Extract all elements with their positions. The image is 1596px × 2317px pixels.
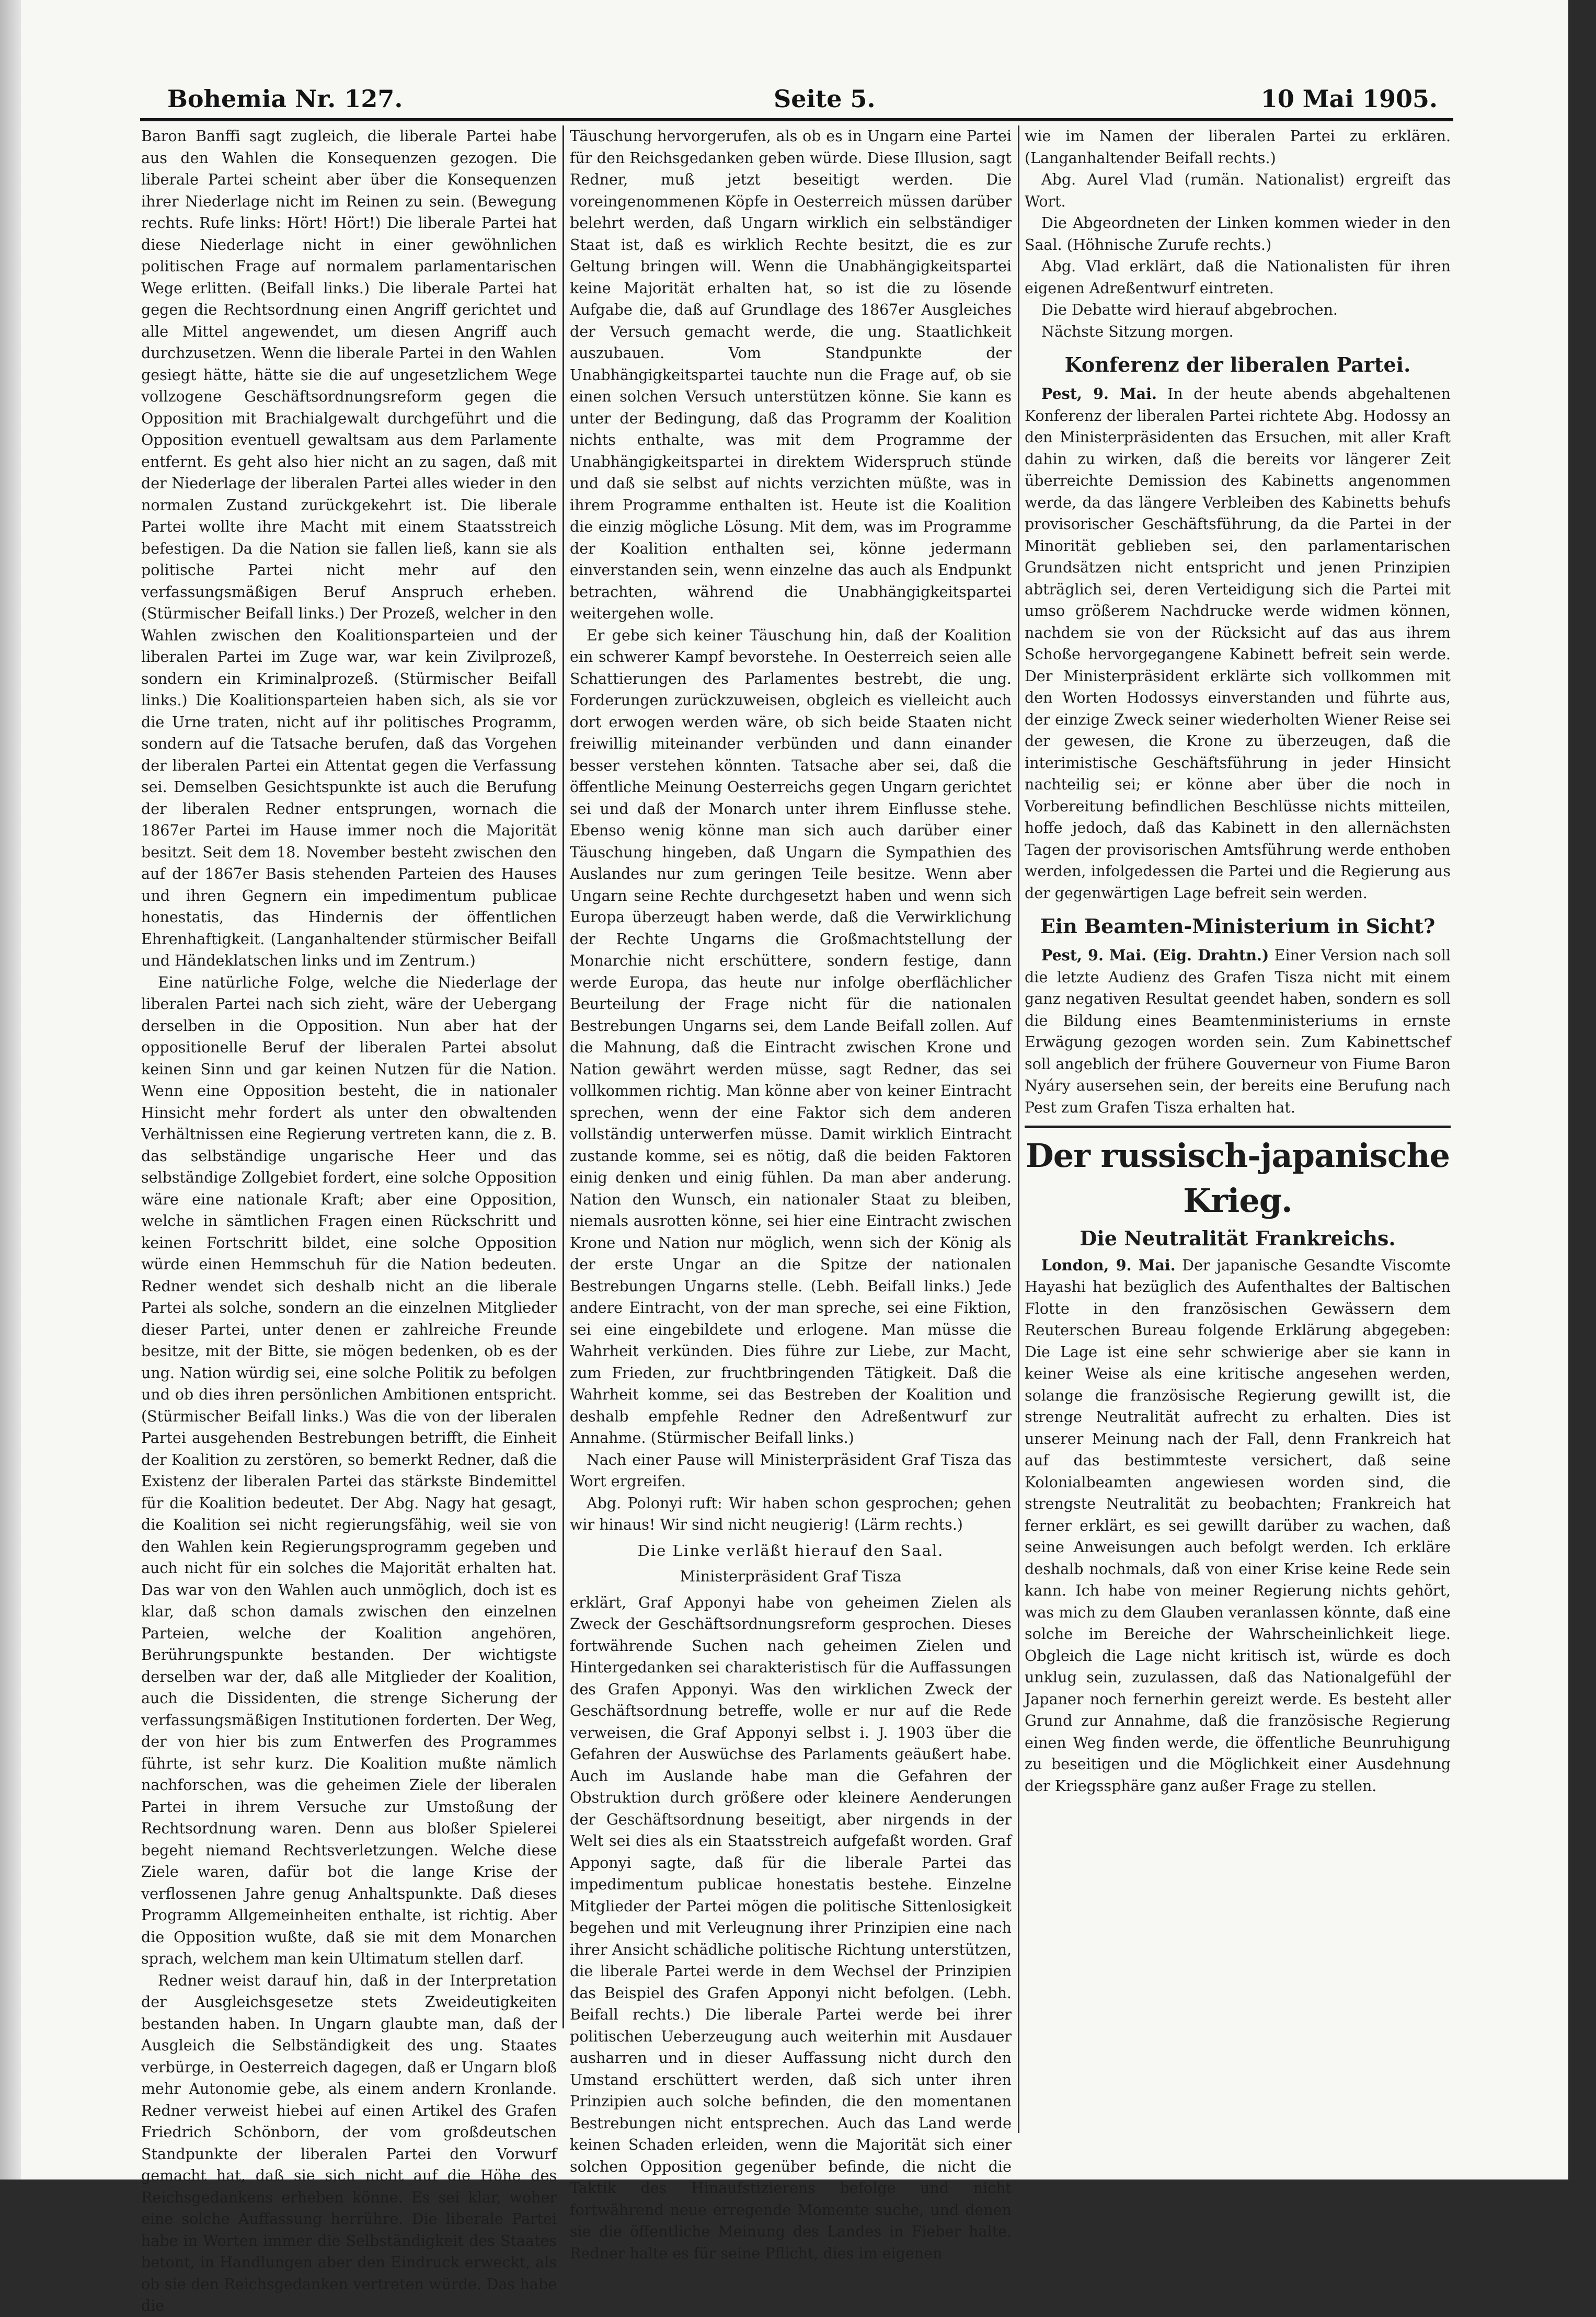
war-text: Der japanische Gesandte Viscomte Hayashi hat bezüglich des Aufenthaltes der Baltischen Flotte in den französischen Gewässern dem Reuterschen Bureau folgende Erklärung abgegeben: Die Lage ist eine sehr schwierige aber sie kann in keiner Weise als eine kritische angesehen werden, solange die französische Regierung gewillt ist, die strenge Neutralität aufrecht zu erhalten. Dies ist unserer Meinung nach der Fall, denn Frankreich hat auf das bestimmteste versichert, daß seine Kolonialbeamten angewiesen worden sind, die strengste Neutralität zu beobachten; Frankreich hat ferner erklärt, es sei gewillt darüber zu wachen, daß seine Anweisungen auch befolgt werden. Ich erkläre deshalb nochmals, daß von einer Krise keine Rede sein kann. Ich habe von meiner Regierung nichts gehört, was mich zu dem Glauben veranlassen könnte, daß eine solche im Bereiche der Wahrscheinlichkeit liege. Obgleich die Lage nicht kritisch ist, würde es doch unklug sein, zuzulassen, daß das Nationalgefühl der Japaner noch fernerhin gereizt werde. Es besteht aller Grund zur Annahme, daß die französische Regierung einen Weg finden werde, die öffentliche Beunruhigung zu beseitigen und die Möglichkeit einer Ausdehnung der Kriegssphäre ganz außer Frage zu stellen. — [1025, 1256, 1451, 1795]
col2-paragraph-3: Nach einer Pause will Ministerpräsident Graf Tisza das Wort ergreifen. — [570, 1451, 1012, 1490]
col1-paragraph-1: Baron Banffi sagt zugleich, die liberale Partei habe aus den Wahlen die Konsequenzen gezogen. Die liberale Partei scheint aber über die Konsequenzen ihrer Niederlage nicht im Reinen zu sein. (Bewegung rechts. Rufe links: Hört! Hört!) Die liberale Partei hat diese Niederlage nicht in einer gewöhnlichen politischen Frage auf normalem parlamentarischen Wege erlitten. (Beifall links.) Die liberale Partei hat gegen die Rechtsordnung einen Angriff gerichtet und alle Mittel angewendet, um diesen Angriff auch durchzusetzen. Wenn die liberale Partei in den Wahlen gesiegt hätte, hätte sie die auf ungesetzlichem Wege vollzogene Geschäftsordnungsreform gegen die Opposition mit Brachialgewalt durchgeführt und die Opposition eventuell gewaltsam aus dem Parlamente entfernt. Es geht also hier nicht an zu sagen, daß mit der Niederlage der liberalen Partei alles wieder in den normalen Zustand zurückgekehrt ist. Die liberale Partei wollte ihre Macht mit einem Staatsstreich befestigen. Da die Nation sie fallen ließ, kann sie als politische Partei nicht mehr auf den verfassungsmäßigen Beruf Anspruch erheben. (Stürmischer Beifall links.) Der Prozeß, welcher in den Wahlen zwischen den Koalitionsparteien und der liberalen Partei im Zuge war, war kein Zivilprozeß, sondern ein Kriminalprozeß. (Stürmischer Beifall links.) Die Koalitionsparteien haben sich, als sie vor die Urne traten, nicht auf ihr politisches Programm, sondern auf die Tatsache berufen, daß das Vorgehen der liberalen Partei ein Attentat gegen die Verfassung sei. Demselben Gesichtspunkte ist auch die Berufung der liberalen Redner entsprungen, wornach die 1867er Partei im Hause immer noch die Majorität besitzt. Seit dem 18. November besteht zwischen den auf der 1867er Basis stehenden Parteien des Hauses und ihren Gegnern ein impedimentum publicae honestatis, das Hindernis der öffentlichen Ehrenhaftigkeit. (Langanhaltender stürmischer Beifall und Händeklatschen links und im Zentrum.) — [141, 128, 557, 969]
war-heading: Der russisch-japanische Krieg. — [1026, 1137, 1450, 1220]
col2-exit-note: Die Linke verläßt hierauf den Saal. — [637, 1541, 944, 1559]
war-dateline: London, 9. Mai. — [1041, 1256, 1176, 1274]
col3-paragraph-2: Abg. Aurel Vlad (rumän. Nationalist) ergreift das Wort. — [1025, 171, 1451, 210]
col3-paragraph-1: wie im Namen der liberalen Partei zu erklären. (Langanhaltender Beifall rechts.) — [1025, 128, 1451, 167]
col2-paragraph-2: Er gebe sich keiner Täuschung hin, daß der Koalition ein schwerer Kampf bevorstehe. In Oesterreich seien alle Schattierungen des Parlamentes bestrebt, die ung. Forderungen zurückzuweisen, obgleich es vielleicht auch dort erwogen werden wäre, ob sich beide Staaten nicht freiwillig miteinander verbünden und dann einander besser verstehen könnten. Tatsache aber sei, daß die öffentliche Meinung Oesterreichs gegen Ungarn gerichtet sei und daß der Monarch unter ihrem Einflusse stehe. Ebenso wenig könne man sich auch darüber einer Täuschung hingeben, daß Ungarn die Sympathien des Auslandes nur zum geringen Teile besitze. Wenn aber Ungarn seine Rechte durchgesetzt haben und wenn sich Europa überzeugt haben werde, daß die Verwirklichung der Rechte Ungarns die Großmachtstellung der Monarchie nicht erschüttere, sondern festige, dann werde Europa, das heute nur infolge oberflächlicher Beurteilung der Frage nicht für die nationalen Bestrebungen Ungarns sei, dem Lande Beifall zollen. Auf die Mahnung, daß die Eintracht zwischen Krone und Nation gewährt werden müsse, sagt Redner, das sei vollkommen richtig. Man könne aber von keiner Eintracht sprechen, wenn der eine Faktor sich dem anderen vollständig unterwerfen müsse. Damit wirklich Eintracht zustande komme, sei es nötig, daß die beiden Faktoren einig denken und einig fühlen. Da man aber anderung. Nation den Wunsch, ein nationaler Staat zu bleiben, niemals ausrotten könne, sei hier eine Eintracht zwischen Krone und Nation nur möglich, wenn sich der König als der erste Ungar an die Spitze der nationalen Bestrebungen Ungarns stelle. (Lebh. Beifall links.) Jede andere Eintracht, von der man spreche, sei eine Fiktion, sei eine eingebildete und erlogene. Man müsse die Wahrheit verkünden. Dies führe zur Liebe, zur Macht, zum Frieden, zur fruchtbringenden Tätigkeit. Daß die Wahrheit komme, sei das Bestreben der Koalition und deshalb empfehle Redner den Adreßentwurf zur Annahme. (Stürmischer Beifall links.) — [570, 626, 1012, 1447]
col3-paragraph-5: Die Debatte wird hierauf abgebrochen. — [1041, 301, 1338, 318]
beamten-text: Einer Version nach soll die letzte Audienz des Grafen Tisza nicht mit einem ganz negativen Resultat geendet haben, sondern es soll die Bildung eines Beamtenministeriums in ernste Erwägung gezogen worden sein. Zum Kabinettschef soll angeblich der frühere Gouverneur von Fiume Baron Nyáry ausersehen sein, der bereits eine Berufung nach Pest zum Grafen Tisza erhalten hat. — [1025, 947, 1451, 1116]
column-3 — [1025, 125, 1451, 2070]
conference-dateline: Pest, 9. Mai. — [1041, 385, 1157, 403]
column-2 — [570, 125, 1012, 2262]
col2-paragraph-4: Abg. Polonyi ruft: Wir haben schon gesprochen; gehen wir hinaus! Wir sind nicht neugierig! (Lärm rechts.) — [570, 1494, 1012, 1533]
beamten-dateline: Pest, 9. Mai. (Eig. Drahtn.) — [1041, 946, 1269, 964]
column-rule-1 — [562, 125, 564, 2028]
header-date: 10 Mai 1905. — [1260, 85, 1438, 113]
col1-paragraph-2: Eine natürliche Folge, welche die Niederlage der liberalen Partei nach sich zieht, wäre der Uebergang derselben in die Opposition. Nun aber hat der oppositionelle Beruf der liberalen Partei absolut keinen Sinn und gar keinen Nutzen für die Nation. Wenn eine Opposition besteht, die in nationaler Hinsicht mehr fordert als unter den obwaltenden Verhältnissen eine Regierung vertreten kann, die z. B. das selbständige ungarische Heer und das selbständige Zollgebiet fordert, eine solche Opposition wäre eine nationale Kraft; aber eine Opposition, welche in sämtlichen Fragen einen Rückschritt und keinen Fortschritt bildet, eine solche Opposition würde einen Hemmschuh für die Nation bedeuten. Redner wendet sich deshalb nicht an die liberale Partei als solche, sondern an die einzelnen Mitglieder dieser Partei, unter denen er zahlreiche Freunde besitze, mit der Bitte, sie mögen bedenken, ob es der ung. Nation würdig sei, eine solche Politik zu befolgen und ob dies ihren persönlichen Ambitionen entspricht. (Stürmischer Beifall links.) Was die von der liberalen Partei ausgehenden Bestrebungen betrifft, die Einheit der Koalition zu zerstören, so bemerkt Redner, daß die Existenz der liberalen Partei das stärkste Bindemittel für die Koalition bedeutet. Der Abg. Nagy hat gesagt, die Koalition sei nicht regierungsfähig, weil sie von den Wahlen kein Regierungsprogramm gegeben und auch nicht für ein solches die Majorität erhalten hat. Das war von den Wahlen auch unmöglich, doch ist es klar, daß schon damals zwischen den einzelnen Parteien, welche der Koalition angehören, Berührungspunkte bestanden. Der wichtigste derselben war der, daß alle Mitglieder der Koalition, auch die Dissidenten, die strenge Sicherung der verfassungsmäßigen Institutionen forderten. Der Weg, der von hier bis zum Entwerfen des Programmes führte, ist sehr kurz. Die Koalition mußte nämlich nachforschen, was die geheimen Ziele der liberalen Partei in ihrem Versuche zur Umstoßung der Rechtsordnung waren. Denn aus bloßer Spielerei begeht niemand Rechtsverletzungen. Welche diese Ziele waren, dafür bot die lange Krise der verflossenen Jahre genug Anhaltspunkte. Daß dieses Programm Allgemeinheiten enthalte, ist richtig. Aber die Opposition wußte, daß sie mit dem Monarchen sprach, welchem man kein Ultimatum stellen darf. — [141, 973, 557, 1967]
col2-minister-heading: Ministerpräsident Graf Tisza — [680, 1567, 902, 1585]
war-subheading: Die Neutralität Frankreichs. — [1080, 1226, 1396, 1250]
col1-paragraph-3: Redner weist darauf hin, daß in der Interpretation der Ausgleichsgesetze stets Zweideutigkeiten bestanden haben. In Ungarn glaubte man, daß der Ausgleich die Selbständigkeit des ung. Staates verbürge, in Oesterreich dagegen, daß er Ungarn bloß mehr Autonomie gebe, als einem andern Kronlande. Redner verweist hiebei auf einen Artikel des Grafen Friedrich Schönborn, der vom großdeutschen Standpunkte der liberalen Partei den Vorwurf gemacht hat, daß sie sich nicht auf die Höhe des Reichsgedankens erheben könne. Es sei klar, woher eine solche Auffassung herrühre. Die liberale Partei habe in Worten immer die Selbständigkeit des Staates betont, in Handlungen aber den Eindruck erweckt, als ob sie den Reichsgedanken vertreten würde. Das habe die — [141, 1971, 557, 2314]
header-page-number: Seite 5. — [774, 85, 876, 113]
conference-text: In der heute abends abgehaltenen Konferenz der liberalen Partei richtete Abg. Hodossy an den Ministerpräsidenten das Ersuchen, mit aller Kraft dahin zu wirken, daß die bereits vor längerer Zeit überreichte Demission des Kabinetts angenommen werde, da das längere Verbleiben des Kabinetts behufs provisorischer Geschäftsführung, da die Partei in der Minorität geblieben sei, den parlamentarischen Grundsätzen nicht entspricht und jenen Prinzipien abträglich sei, deren Verteidigung sich die Partei mit umso größerem Nachdrucke werde widmen können, nachdem sie von der Rücksicht auf das aus ihrem Schoße hervorgegangene Kabinett befreit sein werde. Der Ministerpräsident erklärte sich vollkommen mit den Worten Hodossys einverstanden und führte aus, der einzige Zweck seiner wiederholten Wiener Reise sei der gewesen, die Krone zu überzeugen, daß die interimistische Geschäftsführung in jeder Hinsicht nachteilig sei; er könne aber über die noch in Vorbereitung befindlichen Beschlüsse nichts mitteilen, hoffe jedoch, daß das Kabinett in den allernächsten Tagen der provisorischen Amtsführung werde enthoben werden, infolgedessen die Partei und die Regierung aus der gegenwärtigen Lage befreit sein werden. — [1025, 385, 1451, 902]
col2-paragraph-5: erklärt, Graf Apponyi habe von geheimen Zielen als Zweck der Geschäftsordnungsreform gesprochen. Dieses fortwährende Suchen nach geheimen Zielen und Hintergedanken sei charakteristisch für die Auffassungen des Grafen Apponyi. Was den wirklichen Zweck der Geschäftsordnung betreffe, wolle er nur auf die Rede verweisen, die Graf Apponyi selbst i. J. 1903 über die Gefahren der Auswüchse des Parlaments geäußert habe. Auch im Auslande habe man die Gefahren der Obstruktion durch größere oder kleinere Aenderungen der Geschäftsordnung beseitigt, aber nirgends in der Welt sei dies als ein Staatsstreich aufgefaßt worden. Graf Apponyi sagte, daß für die liberale Partei das impedimentum publicae honestatis bestehe. Einzelne Mitglieder der Partei mögen die politische Sittenlosigkeit begehen und mit Verleugnung ihrer Prinzipien eine nach ihrer Ansicht schädliche politische Richtung unterstützen, die liberale Partei werde in dem Wechsel der Prinzipien das Beispiel des Grafen Apponyi nicht befolgen. (Lebh. Beifall rechts.) Die liberale Partei werde bei ihrer politischen Ueberzeugung auch weiterhin mit Ausdauer ausharren und in dieser Auffassung nicht durch den Umstand erschüttert werden, daß sich unter ihren Prinzipien auch solche befinden, die den momentanen Bestrebungen nicht entsprechen. Auch das Land werde keinen Schaden erleiden, wenn die Majorität sich einer solchen Opposition gegenüber befinde, die nicht die Taktik des Hinaufstizierens befolge und nicht fortwährend neue erregende Momente suche, und denen sie die öffentliche Meinung des Landes in Fieber halte. Redner halte es für seine Pflicht, dies im eigenen — [570, 1593, 1012, 2262]
column-1 — [141, 125, 557, 2314]
header-publication: Bohemia Nr. 127. — [167, 85, 403, 113]
col3-paragraph-3: Die Abgeordneten der Linken kommen wieder in den Saal. (Höhnische Zurufe rechts.) — [1025, 214, 1451, 254]
conference-heading: Konferenz der liberalen Partei. — [1064, 353, 1411, 376]
col2-paragraph-1: Täuschung hervorgerufen, als ob es in Ungarn eine Partei für den Reichsgedanken geben würde. Diese Illusion, sagt Redner, muß jetzt beseitigt werden. Die voreingenommenen Köpfe in Oesterreich müssen darüber belehrt werden, daß Ungarn wirklich ein selbständiger Staat ist, daß es wirklich Rechte besitzt, die es zur Geltung bringen will. Wenn die Unabhängigkeitspartei keine Majorität erhalten hat, so ist die zu lösende Aufgabe die, daß auf Grundlage des 1867er Ausgleiches der Versuch gemacht werde, die ung. Staatlichkeit auszubauen. Vom Standpunkte der Unabhängigkeitspartei tauchte nun die Frage auf, ob sie einen solchen Versuch unterstützen könne. Sie kann es unter der Bedingung, daß das Programm der Koalition nichts enthalte, was mit dem Programme der Unabhängigkeitspartei in direktem Widerspruch stünde und daß sie selbst auf nichts verzichten müßte, was in ihrem Programme enthalten ist. Heute ist die Koalition die einzig mögliche Lösung. Mit dem, was im Programme der Koalition enthalten sei, könne jedermann einverstanden sein, wenn einzelne das auch als Endpunkt betrachten, während die Unabhängigkeitspartei weitergehen wolle. — [570, 128, 1012, 622]
header-rule — [140, 118, 1453, 121]
beamten-heading: Ein Beamten-Ministerium in Sicht? — [1040, 914, 1436, 938]
col3-paragraph-4: Abg. Vlad erklärt, daß die Nationalisten für ihren eigenen Adreßentwurf eintreten. — [1025, 258, 1451, 297]
page-header — [146, 78, 1448, 115]
col3-paragraph-6: Nächste Sitzung morgen. — [1041, 323, 1234, 340]
war-section-rule — [1025, 1126, 1451, 1128]
column-rule-2 — [1018, 125, 1019, 2133]
scanner-edge — [0, 0, 21, 2180]
